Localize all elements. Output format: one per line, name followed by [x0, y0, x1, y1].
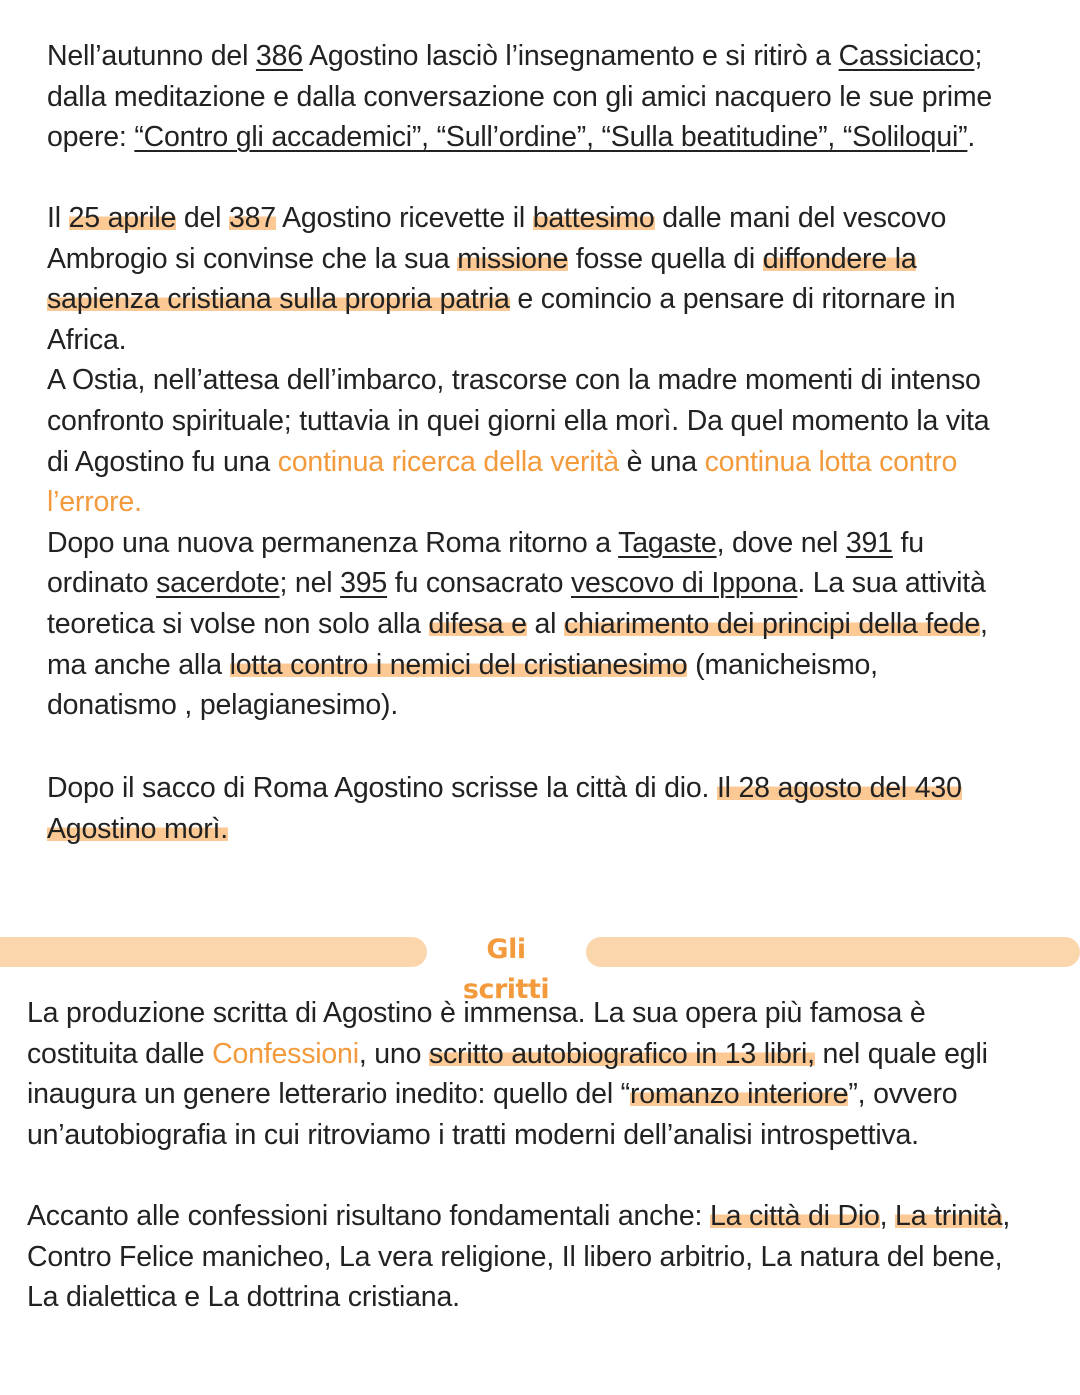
text-line [27, 1196, 1010, 1237]
text-line [47, 117, 992, 158]
text: ; nel [279, 567, 341, 600]
text-line: confronto spirituale; tuttavia in quei giorni ella morì. Da quel momento la vita [47, 404, 990, 437]
text-line [47, 239, 989, 280]
text-line: La produzione scritta di Agostino è immensa. La sua opera più famosa è [27, 997, 926, 1029]
orange-text: Confessioni [212, 1037, 359, 1070]
paragraph-morte [47, 768, 962, 849]
text: dalle mani del vescovo [654, 202, 947, 234]
text: nel quale egli [814, 1037, 988, 1070]
text: Ambrogio si convinse che la sua [47, 242, 458, 275]
section-divider-left [0, 937, 427, 967]
text: del [176, 202, 229, 234]
highlighted-text: Agostino morì. [47, 812, 228, 845]
highlighted-text: lotta contro i nemici del cristianesimo [229, 648, 688, 681]
section-title: Gli scritti [462, 934, 550, 1005]
text: inaugura un genere letterario inedito: quello del “ [27, 1078, 630, 1111]
text: teoretica si volse non solo alla [47, 607, 429, 640]
text-line: La dialettica e La dottrina cristiana. [27, 1281, 460, 1314]
text: , uno [358, 1037, 429, 1070]
text-line [47, 198, 989, 239]
orange-text: continua lotta contro [704, 445, 958, 478]
text-line [47, 604, 989, 645]
text: (manicheismo, [687, 648, 878, 681]
highlighted-text: difesa e [428, 607, 527, 640]
paragraph-cassiciaco [47, 36, 992, 158]
highlighted-text: 25 aprile [68, 202, 177, 234]
text: Agostino lasciò l’insegnamento e si ritirò a [302, 40, 839, 72]
text: fosse quella di [568, 242, 763, 275]
highlighted-text: scritto autobiografico in 13 libri, [428, 1037, 815, 1070]
text: Dopo il sacco di Roma Agostino scrisse la città di dio. [47, 772, 717, 804]
text: di Agostino fu una [47, 445, 278, 478]
text-line [47, 768, 962, 809]
text: Dopo una nuova permanenza Roma ritorno a [47, 526, 619, 559]
highlighted-text: battesimo [532, 202, 655, 234]
text: Nell’autunno del [47, 40, 256, 72]
text-line: Africa. [47, 323, 127, 356]
highlighted-text: romanzo interiore [629, 1078, 849, 1111]
paragraph-produzione [27, 993, 988, 1155]
text: . La sua attività [797, 567, 986, 600]
text: è una [618, 445, 705, 478]
highlighted-text: missione [457, 242, 569, 275]
text-line [47, 563, 989, 604]
text: costituita dalle [27, 1037, 213, 1070]
text: , dove nel [716, 526, 846, 559]
text: ; [974, 40, 983, 72]
orange-text: continua ricerca della verità [277, 445, 619, 478]
text-line [47, 36, 992, 77]
section-divider-right [586, 937, 1080, 967]
text-line [47, 645, 989, 686]
text-line [27, 1034, 988, 1075]
text: . [967, 121, 976, 154]
text-line [27, 1074, 988, 1115]
text-line [47, 279, 989, 320]
highlighted-text: sapienza cristiana sulla propria patria [47, 283, 510, 316]
paragraph-opere [27, 1196, 1010, 1318]
text: e comincio a pensare di ritornare in [509, 283, 956, 316]
underlined-text: 391 [845, 526, 893, 559]
text: ordinato [47, 567, 157, 600]
text-line [47, 442, 989, 483]
highlighted-text: chiarimento dei principi della fede [564, 607, 980, 640]
text: Accanto alle confessioni risultano fondamentali anche: [27, 1200, 710, 1232]
text-line: Contro Felice manicheo, La vera religione, Il libero arbitrio, La natura del bene, [27, 1240, 1003, 1273]
text: opere: [47, 121, 135, 154]
text-line: A Ostia, nell’attesa dell’imbarco, trascorse con la madre momenti di intenso [47, 364, 981, 397]
highlighted-text: La trinità [895, 1200, 1003, 1232]
text-line: dalla meditazione e dalla conversazione con gli amici nacquero le sue prime [47, 80, 993, 113]
highlighted-text: diffondere la [762, 242, 917, 275]
text: fu consacrato [387, 567, 571, 600]
text-line: donatismo , pelagianesimo). [47, 689, 399, 722]
underlined-text: sacerdote [156, 567, 280, 600]
text-line [47, 523, 989, 564]
highlighted-text: Il 28 agosto del 430 [716, 772, 962, 804]
text: al [526, 607, 564, 640]
text: ma anche alla [47, 648, 230, 681]
text: , [1002, 1200, 1011, 1232]
paragraph-battesimo [47, 198, 989, 726]
text-line [47, 809, 962, 850]
text: , [879, 1200, 896, 1232]
text: Agostino ricevette il [275, 202, 533, 234]
underlined-text: 395 [340, 567, 388, 600]
underlined-text: vescovo di Ippona [570, 567, 798, 600]
underlined-text: 386 [255, 40, 303, 72]
text-line: un’autobiografia in cui ritroviamo i tratti moderni dell’analisi introspettiva. [27, 1118, 919, 1151]
text: , [980, 607, 988, 640]
underlined-text: Cassiciaco [838, 40, 975, 72]
highlighted-text: La città di Dio [709, 1200, 880, 1232]
highlighted-text: 387 [228, 202, 276, 234]
text: fu [892, 526, 924, 559]
underlined-text: Tagaste [618, 526, 717, 559]
text: ”, ovvero [848, 1078, 958, 1111]
text: Il [47, 202, 69, 234]
orange-text-line: l’errore. [47, 486, 142, 519]
underlined-text: “Contro gli accademici”, “Sull’ordine”, “Sulla beatitudine”, “Soliloqui” [134, 121, 968, 154]
